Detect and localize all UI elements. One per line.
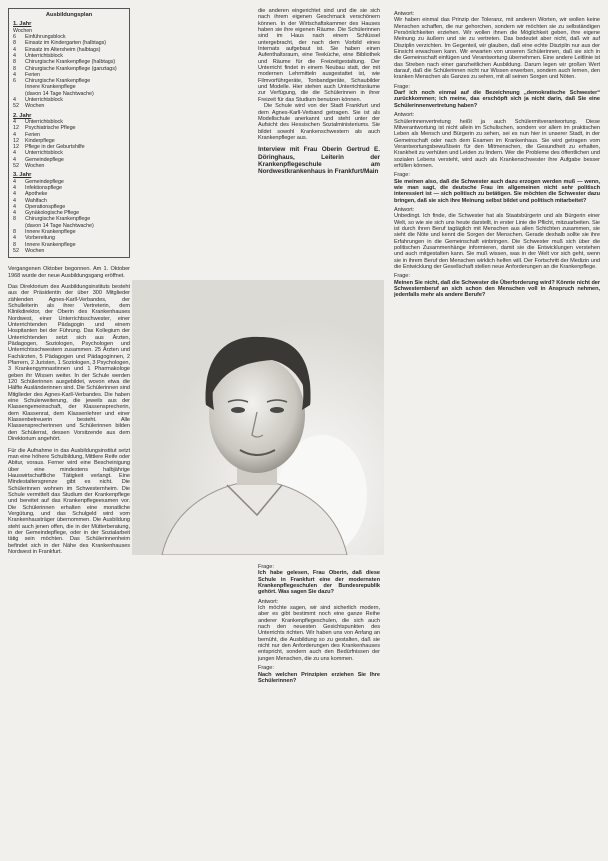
schedule-weeks: 4 (13, 46, 16, 53)
schedule-activity: Gemeindepflege (25, 178, 64, 185)
schedule-activity: (davon 14 Tage Nachtwache) (25, 222, 94, 229)
schedule-years (13, 21, 125, 254)
schedule-activity: Chirurgische Krankenpflege (ganztags) (25, 65, 117, 72)
left-paragraph: Vergangenen Oktober begonnen. Am 1. Oktober 1968 wurde der neue Ausbildungsgang eröffnet. (8, 266, 130, 279)
schedule-weeks: 4 (13, 203, 16, 210)
schedule-weeks: 8 (13, 65, 16, 72)
schedule-activity: Wochen (25, 103, 45, 110)
schedule-activity: (davon 14 Tage Nachtwache) (25, 90, 94, 97)
qa-label: Antwort: (258, 598, 279, 605)
answer-text: Unbedingt. Ich finde, die Schwester hat als Staatsbürgerin und als Bürgerin einer Welt, so wie sie sich uns heute darstellt, in erster Linie die Pflicht, mitzuarbeiten. Sie ist durch ihren Beruf tagtäglich mit Menschen aus allen Schichten zusammen, sie sieht die Nöte und kennt die Sorgen der Menschen. Gerade deshalb sollte sie ihre Erfahrungen in die Gemeinschaft einbringen. Die Schwester muß sich über die politischen Zusammenhänge informieren, damit sie die Entwicklungen verstehen und auch mitgestalten kann. Sie muß wissen, was in der Welt vor sich geht, wenn sie in ihrem Beruf den Menschen wirklich helfen will. Der Fortschritt der Medizin und die Entwicklung der Gesellschaft stellen neue Anforderungen an die Krankenpflege. (394, 213, 600, 271)
schedule-activity: Innere Krankenpflege (25, 241, 76, 248)
middle-column-qa (258, 561, 380, 684)
schedule-activity: Infektionspflege (25, 184, 62, 191)
schedule-activity: Chirurgische Krankenpflege (25, 216, 91, 223)
schedule-activity: Kinderpflege (25, 137, 55, 144)
schedule-activity: Wochen (25, 163, 45, 170)
schedule-weeks: 12 (13, 144, 19, 151)
middle-column-text (258, 8, 380, 141)
schedule-weeks: 12 (13, 137, 19, 144)
middle-paragraph: Die Schule wird von der Stadt Frankfurt und dem Agnes-Karll-Verband getragen. Sie ist als Modellschule anerkannt und steht unter der Aufsicht des Hessischen Sozialministeriums. Sie bildet sowohl Krankenschwestern als auch Krankenpfleger aus. (258, 103, 380, 141)
schedule-row (13, 163, 125, 169)
middle-qa-list (258, 564, 380, 684)
left-paragraph: Für die Aufnahme in das Ausbildungsinstitut setzt man eine höhere Schulbildung, Mittlere Reife oder Abitur, voraus. Ferner wird eine Bescheinigung über eine mindestens halbjährige Hauswirtschaftliche Tätigkeit verlangt. Eine Mindestaltersgrenze gibt es nicht. Die Schülerinnen wohnen im Schwesternheim. Die Schule vermittelt das Studium der Krankenpflege und bereitet auf das Krankenpflegeexamen vor. Die Schülerinnen erhalten eine monatliche Vergütung, und das Schulgeld wird vom Krankenhausträger übernommen. Die Ausbildung steht auch jenen offen, die in der Mütterberatung, in der Gemeindepflege, oder in der Sozialarbeit tätig sein möchten. Das Schülerinnenheim befindet sich in der Nähe des Krankenhauses Nordwest in Frankfurt. (8, 447, 130, 555)
question-text: Sie meinen also, daß die Schwester auch dazu erzogen werden muß — wenn, wie man sagt, die deutsche Frau im allgemeinen nicht sehr politisch interessiert ist — sich politisch zu betätigen. Sie möchten die Schwester dazu bringen, daß sie sich ihre Meinung selbst bildet und politisch mitarbeitet? (394, 178, 600, 204)
schedule-weeks: 4 (13, 118, 16, 125)
schedule-year-label: 3. Jahr (13, 172, 32, 179)
schedule-activity: Einsatz im Kindergarten (halbtags) (25, 40, 106, 47)
schedule-year-label: 1. Jahr (13, 21, 32, 28)
schedule-activity: Wahlfach (25, 197, 47, 204)
qa-label: Antwort: (394, 11, 415, 17)
question-text: Ich habe gelesen, Frau Oberin, daß diese Schule in Frankfurt eine der modernsten Krankenpflegeschulen der Bundesrepublik gehört. Was sagen Sie dazu? (258, 570, 380, 596)
qa-label: Frage: (394, 172, 410, 179)
schedule-weeks: 6 (13, 34, 16, 41)
qa-label: Antwort: (394, 206, 415, 213)
middle-column-top (258, 8, 380, 175)
qa-label: Frage: (258, 564, 274, 570)
schedule-weeks: 52 (13, 103, 19, 110)
schedule-weeks: 6 (13, 78, 16, 85)
right-column (394, 8, 600, 854)
schedule-row (13, 248, 125, 254)
schedule-activity: Unterrichtsblock (25, 118, 63, 125)
schedule-weeks: 4 (13, 210, 16, 217)
answer-text: Ich möchte sagen, wir sind sicherlich modern, aber es gibt bestimmt noch eine ganze Reihe anderer Krankenpflegeschulen, die sich auch nach den neuesten Gesichtspunkten des Unterrichts richten. Wir haben uns von Anfang an bemüht, die Ausbildung so zu gestalten, daß sie nicht nur den Anforderungen des Krankenhauses entspricht, sondern auch den Bedürfnissen der jungen Menschen, die zu uns kommen. (258, 605, 380, 662)
schedule-activity: Chirurgische Krankenpflege (halbtags) (25, 59, 116, 66)
schedule-activity: Gemeindepflege (25, 156, 64, 163)
answer-text: Wir haben einmal das Prinzip der Toleranz, mit anderen Worten, wir wollen keine Menschen schaffen, die nur gehorchen, sondern wir möchten sie zu selbständigen Persönlichkeiten erziehen. Wir wollen ihnen die Möglichkeit geben, ihre eigene Meinung zu äußern und sie zu vertreten. Das bedeutet aber nicht, daß wir auf Disziplin verzichten. Im Gegenteil, wir glauben, daß eine echte Disziplin nur aus der Einsicht erwachsen kann. Wir erwarten von unseren Schülerinnen, daß sie sich in die Gemeinschaft einfügen und Verantwortung übernehmen. Eine andere Leitlinie ist das Streben nach einer ganzheitlichen Ausbildung. Darum legen wir großen Wert darauf, daß die Schülerinnen nicht nur Wissen erwerben, sondern auch lernen, den kranken Menschen als Ganzes zu sehen, mit all seinen Sorgen und Nöten. (394, 17, 600, 81)
middle-paragraph: die anderen eingerichtet sind und die sie sich nach ihrem eigenen Geschmack verschönern können. In der Wirtschaftskammer des Hauses haben sie ihre eigenen Räume. Die Schülerinnen sind im Haus nach einem Schlüssel untergebracht, der nach dem Vorbild eines Internats aufgebaut ist. Sie haben einen Aufenthaltsraum, eine Teeküche, eine Bibliothek und Räume für die Freizeitgestaltung. Der Unterricht findet in einem Neubau statt, der mit modernen Lehrmitteln ausgestattet ist, wie Filmvorführgeräte, Tonbandgeräte, Schaubilder und Modelle. Hier stehen auch Unterrichtsräume zur Verfügung, die die Schülerinnen in ihrer Freizeit für das Studium benutzen können. (258, 8, 380, 103)
schedule-unit-label: Wochen (13, 27, 33, 34)
schedule-activity: Psychiatrische Pflege (25, 125, 76, 132)
schedule-activity: Einsatz im Altersheim (halbtags) (25, 46, 101, 53)
schedule-weeks: 4 (13, 71, 16, 78)
schedule-weeks: 4 (13, 178, 16, 185)
schedule-weeks: 8 (13, 59, 16, 66)
qa-label: Frage: (394, 273, 410, 280)
schedule-row (13, 103, 125, 109)
question-text: Meinen Sie nicht, daß die Schwester die Überforderung wird? Könnte nicht der Schwesternberuf an sich schon den Menschen voll in Anspruch nehmen, jedenfalls mehr als andere Berufe? (394, 279, 600, 299)
question-text: Nach welchen Prinzipien erziehen Sie Ihre Schülerinnen? (258, 671, 380, 684)
answer-text: Schülerinnenvertretung heißt ja auch Schülermitverantwortung. Diese Mitverantwortung ist nicht allein im Schulischen, sondern vor allem im praktischen Leben als Mensch und Bürgerin zu sehen, sei es nun hier in unserer Stadt, in der Gemeinschaft oder nach dem Examen im Krankenhaus. Sie wird getragen vom Verantwortungsbewußtsein für den Mitmenschen, die Gesundheit zu erhalten, Krankheit zu verhüten und Leiden zu lindern. Wer die Probleme des öffentlichen und sozialen Lebens versteht, wird auch als Krankenschwester ihre Aufgabe besser erfüllen können. (394, 118, 600, 169)
qa-label: Frage: (394, 83, 410, 90)
schedule-weeks: 4 (13, 184, 16, 191)
schedule-weeks: 4 (13, 235, 16, 242)
schedule-activity: Operationspflege (25, 203, 66, 210)
schedule-activity: Einführungsblock (25, 34, 66, 41)
schedule-activity: Vorbereitung (25, 235, 55, 242)
schedule-activity: Wochen (25, 247, 45, 254)
schedule-weeks: 4 (13, 191, 16, 198)
schedule-activity: Unterrichtsblock (25, 97, 63, 103)
schedule-weeks: 4 (13, 197, 16, 204)
portrait-illustration (132, 280, 384, 555)
schedule-activity: Innere Krankenpflege (25, 229, 76, 236)
schedule-activity: Apotheke (25, 191, 48, 198)
training-schedule-box (8, 8, 130, 258)
schedule-weeks: 52 (13, 247, 19, 254)
schedule-weeks: 4 (13, 52, 16, 59)
schedule-weeks: 8 (13, 229, 16, 236)
schedule-weeks: 52 (13, 163, 19, 170)
schedule-weeks: 8 (13, 241, 16, 248)
schedule-activity: Chirurgische Krankenpflege (25, 78, 91, 85)
schedule-year-label: 2. Jahr (13, 112, 32, 119)
left-column (8, 8, 130, 854)
schedule-weeks: 12 (13, 125, 19, 132)
interview-heading: Interview mit Frau Oberin Gertrud E. Döringhaus, Leiterin der Krankenpflegeschule am Nordwestkrankenhaus in Frankfurt/Main (258, 146, 380, 176)
left-column-text (8, 266, 130, 555)
portrait-photo (132, 280, 384, 555)
schedule-activity: Innere Krankenpflege (25, 84, 76, 91)
schedule-weeks: 8 (13, 216, 16, 223)
qa-label: Antwort: (394, 112, 415, 119)
right-qa-list (394, 11, 600, 299)
schedule-activity: Unterrichtsblock (25, 52, 63, 59)
schedule-activity: Gynäkologische Pflege (25, 210, 80, 217)
left-paragraph: Das Direktorium des Ausbildungsinstituts besteht aus der Präsidentin der über 300 Mitglieder zählenden Agnes-Karll-Verbandes, der Schulleiterin als ihrer Vertreterin, dem Klinikdirektor, der Oberin des Krankenhauses Nordwest, einer Unterrichtsschwester, einer Unterrichtenden Pädagogin und einem Hospitanten bei der Führung. Das Kollegium der Unterrichtenden setzt sich aus Ärzten, Pädagogen, Soziologen, Psychologen und Unterrichtsschwestern zusammen. 25 Ärzten und Fachärzten, 5 Pädagogen und Pädagoginnen, 2 Pfarrern, 2 Juristen, 1 Soziologen, 3 Psychologen, 3 Krankengymnastinnen und 1 Pharmakologe geben ihr Wissen weiter. In der Schule werden 120 Schülerinnen ausgebildet, wovon etwa die Hälfte Ausländerinnen sind. Die Schülerinnen sind Mitglieder des Agnes-Karll-Verbandes. Die haben eine Schulerweiterung, die jeweils aus der Klassengemeinschaft, der Klassensprecherin, dem Klassenrat, dem Klassenlehrer und einer Klassenbetreuerin besteht. Alle Klassensprecherinnen und Schülerinnen bilden den Schülerrat, dessen Vorsitzende aus dem Direktorium angehört. (8, 283, 130, 443)
schedule-title: Ausbildungsplan (45, 12, 93, 18)
schedule-activity: Ferien (25, 71, 40, 78)
schedule-weeks: 8 (13, 40, 16, 47)
schedule-activity: Unterrichtsblock (25, 150, 63, 157)
schedule-weeks: 4 (13, 156, 16, 163)
question-text: Darf ich noch einmal auf die Bezeichnung „demokratische Schwester“ zurückkommen; ich meine, das erschöpft sich ja nicht darin, daß Sie eine Schülerinnenvertretung haben? (394, 90, 600, 109)
schedule-weeks: 4 (13, 150, 16, 157)
schedule-weeks: 4 (13, 131, 16, 138)
schedule-activity: Pflege in der Geburtshilfe (25, 144, 85, 151)
qa-label: Frage: (258, 665, 274, 672)
schedule-weeks: 4 (13, 97, 16, 103)
schedule-activity: Ferien (25, 131, 40, 138)
